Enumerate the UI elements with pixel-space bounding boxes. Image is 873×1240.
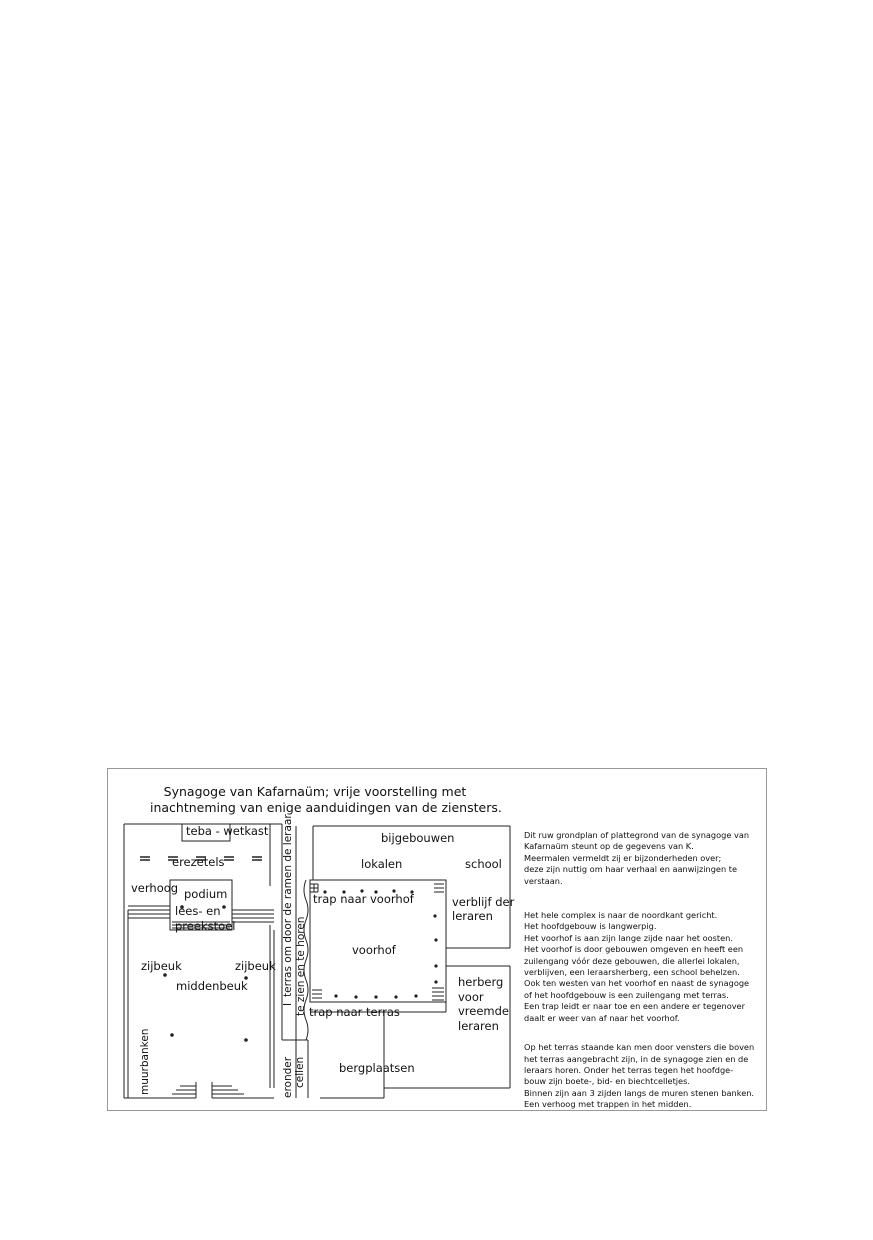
label-cellen: cellen	[294, 1056, 306, 1088]
stair-se	[432, 988, 444, 1000]
column-dot	[434, 980, 437, 983]
column-dot	[433, 914, 436, 917]
label-terras: terras om door de ramen de leraar	[282, 814, 294, 997]
label-zijbeuk-left: zijbeuk	[141, 959, 182, 973]
label-leraren-2: leraren	[458, 1019, 499, 1033]
desc-line: Het voorhof is aan zijn lange zijde naar het oosten.	[524, 932, 733, 943]
desc-line: Op het terras staande kan men door vensters die boven	[524, 1042, 755, 1053]
verhoog-steps-left	[128, 906, 170, 918]
label-erezetels: erezetels	[172, 855, 225, 869]
label-trap-voorhof: trap naar voorhof	[313, 892, 414, 906]
desc-line: Ook ten westen van het voorhof en naast de synagoge	[524, 978, 750, 989]
desc-line: daalt er weer van af naar het voorhof.	[524, 1012, 680, 1023]
column-dot	[244, 1038, 248, 1042]
entrance-stairs	[172, 1086, 244, 1094]
desc-line: Een verhoog met trappen in het midden.	[524, 1099, 692, 1110]
label-lokalen: lokalen	[361, 857, 403, 871]
label-voor: voor	[458, 990, 484, 1004]
desc-line: Het voorhof is door gebouwen omgeven en heeft een	[524, 944, 744, 955]
stair-ne	[434, 884, 444, 892]
desc-line: Dit ruw grondplan of plattegrond van de synagoge van	[524, 830, 750, 840]
label-middenbeuk: middenbeuk	[176, 979, 248, 993]
label-bergplaatsen: bergplaatsen	[339, 1061, 415, 1075]
column-dot	[374, 995, 377, 998]
label-zijbeuk-right: zijbeuk	[235, 959, 276, 973]
label-verhoog: verhoog	[131, 881, 179, 895]
column-dot	[434, 938, 437, 941]
desc-line: deze zijn nuttig om haar verhaal en aanwijzingen te	[524, 864, 738, 875]
label-lees-en: lees- en	[175, 904, 221, 918]
desc-line: Kafarnaüm steunt op de gegevens van K.	[524, 841, 694, 852]
desc-line: of het hoofdgebouw is een zuilengang met terras.	[524, 989, 729, 1000]
desc-line: Meermalen vermeldt zij er bijzonderheden over;	[524, 852, 722, 863]
label-vreemde: vreemde	[458, 1004, 510, 1018]
desc-line: zuilengang vóór deze gebouwen, die allerlei lokalen,	[524, 955, 740, 966]
title-line-1: Synagoge van Kafarnaüm; vrije voorstelling met	[163, 784, 467, 799]
desc-line: Binnen zijn aan 3 zijden langs de muren stenen banken.	[524, 1087, 755, 1098]
label-podium: podium	[184, 887, 228, 901]
column-dot	[170, 1033, 174, 1037]
label-herberg: herberg	[458, 975, 504, 989]
stair-nw	[310, 884, 318, 892]
stair-sw	[312, 990, 322, 998]
label-voorhof: voorhof	[352, 943, 396, 957]
desc-line: Een trap leidt er naar toe en een andere er tegenover	[524, 1001, 745, 1012]
column-dot	[414, 994, 417, 997]
desc-line: het terras aangebracht zijn, in de synagoge zien en de	[524, 1053, 749, 1064]
label-trap-terras: trap naar terras	[309, 1005, 400, 1019]
label-te-zien: te zien en te horen	[295, 916, 307, 1016]
column-dot	[354, 995, 357, 998]
column-dot	[394, 995, 397, 998]
label-preekstoel: preekstoel	[175, 919, 236, 933]
label-leraren-1: leraren	[452, 909, 493, 923]
label-verblijf: verblijf der	[452, 895, 515, 909]
column-dot	[334, 994, 337, 997]
desc-line: verblijven, een leraarsherberg, een school behelzen.	[524, 967, 740, 978]
title-line-2: inachtneming van enige aanduidingen van de ziensters.	[150, 800, 502, 815]
label-teba: teba - wetkast	[186, 824, 269, 838]
column-dot	[222, 905, 226, 909]
desc-line: Het hoofdgebouw is langwerpig.	[524, 921, 657, 932]
label-terras-letter: I	[282, 1002, 294, 1006]
verhoog-steps-right	[232, 910, 274, 922]
column-dot	[163, 973, 167, 977]
desc-line: verstaan.	[524, 875, 563, 886]
column-dot	[434, 964, 437, 967]
description	[524, 824, 764, 1117]
label-muurbanken: muurbanken	[139, 1028, 151, 1095]
desc-line: Het hele complex is naar de noordkant gericht.	[524, 910, 718, 921]
label-bijgebouwen: bijgebouwen	[381, 831, 455, 845]
desc-line: bouw zijn boete-, bid- en biechtcelletjes.	[524, 1076, 690, 1087]
label-school: school	[465, 857, 502, 871]
desc-line: leraars horen. Onder het terras tegen het hoofdge-	[524, 1064, 734, 1075]
label-eronder: eronder	[282, 1056, 294, 1098]
